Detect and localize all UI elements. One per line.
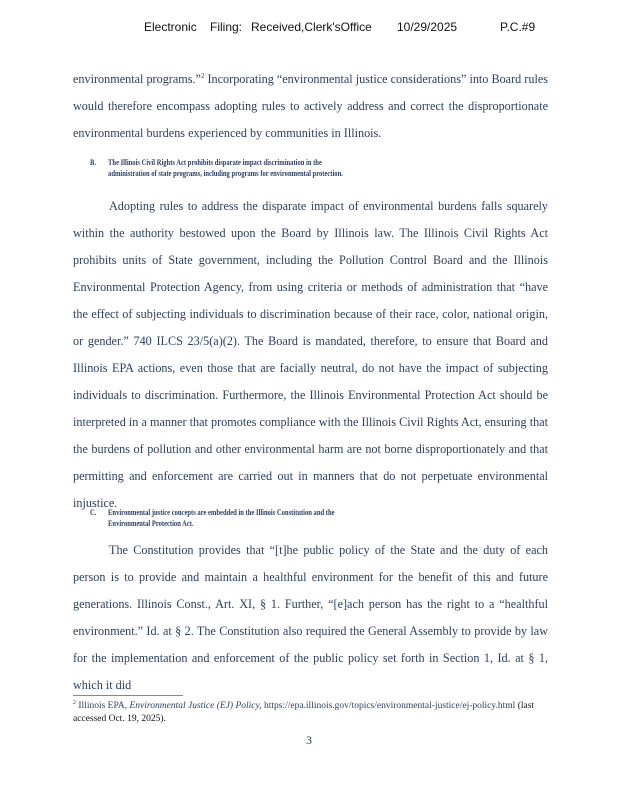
section-b-letter: B. xyxy=(90,158,97,167)
intro-paragraph xyxy=(73,66,548,147)
section-heading-c xyxy=(90,507,459,529)
footnote-accessed: (last accessed Oct. 19, 2025). xyxy=(73,701,535,724)
paragraph-constitution: The Constitution provides that “[t]he public policy of the State and the duty of each person is to provide and maintain a healthful environment for the benefit of this and future generations. Illinois Const., Art. XI, § 1. Further, “[e]ach person has the right to a “healthful environment.” Id. at § 2. The Constitution also required the General Assembly to provide by law for the implementation and enforcement of the public policy set forth in Section 1, Id. at § 1, which it did xyxy=(73,543,548,692)
footnote-title: Environmental Justice (EJ) Policy, xyxy=(129,701,262,711)
section-b-line1: The Illinois Civil Rights Act prohibits disparate impact discrimination in the xyxy=(108,158,322,167)
footnote-source: Illinois EPA, xyxy=(78,701,128,711)
footnote-url[interactable]: https://epa.illinois.gov/topics/environmental-justice/ej-policy.html xyxy=(263,701,516,711)
footnote-ref[interactable]: 2 xyxy=(200,71,205,80)
section-heading-b xyxy=(90,157,459,179)
footnote xyxy=(73,700,548,726)
paragraph-civil-rights: Adopting rules to address the disparate impact of environmental burdens falls squarely within the authority bestowed upon the Board by Illinois law. The Illinois Civil Rights Act prohibits units of State government, including the Pollution Control Board and the Illinois Environmental Protection Agency, from using criteria or methods of administration that “have the effect of subjecting individuals to discrimination because of their race, color, national origin, or gender.” 740 ILCS 23/5(a)(2). The Board is mandated, therefore, to ensure that Board and Illinois EPA actions, even those that are facially neutral, do not have the impact of subjecting individuals to discrimination. Furthermore, the Illinois Environmental Protection Act should be interpreted in a manner that promotes compliance with the Illinois Civil Rights Act, ensuring that the burdens of pollution and other environmental harm are not borne disproportionately and that permitting and enforcement are carried out in manners that do not perpetuate environmental injustice. xyxy=(73,199,548,510)
header-filing: Filing: xyxy=(210,20,243,34)
intro-text-a: environmental programs.” xyxy=(73,72,201,86)
header-date: 10/29/2025 xyxy=(397,20,458,34)
header-received: Received,Clerk'sOffice xyxy=(251,20,372,34)
filing-header xyxy=(0,20,618,38)
header-electronic: Electronic xyxy=(144,20,197,34)
section-c-line1: Environmental justice concepts are embedded in the Illinois Constitution and the xyxy=(108,508,335,517)
intro-text-b: Incorporating “environmental justice considerations” into Board rules would therefore encompass adopting rules to actively address and correct the disproportionate environmental burdens experienced by communities in Illinois. xyxy=(73,72,548,140)
section-b-line2: administration of state programs, including programs for environmental protection. xyxy=(108,169,343,178)
section-c-letter: C. xyxy=(90,508,97,517)
footnote-divider xyxy=(73,695,183,696)
page-number: 3 xyxy=(306,733,312,747)
header-pc-number: P.C.#9 xyxy=(500,20,536,34)
footnote-number: 2 xyxy=(73,699,76,706)
section-c-line2: Environmental Protection Act. xyxy=(108,519,194,528)
